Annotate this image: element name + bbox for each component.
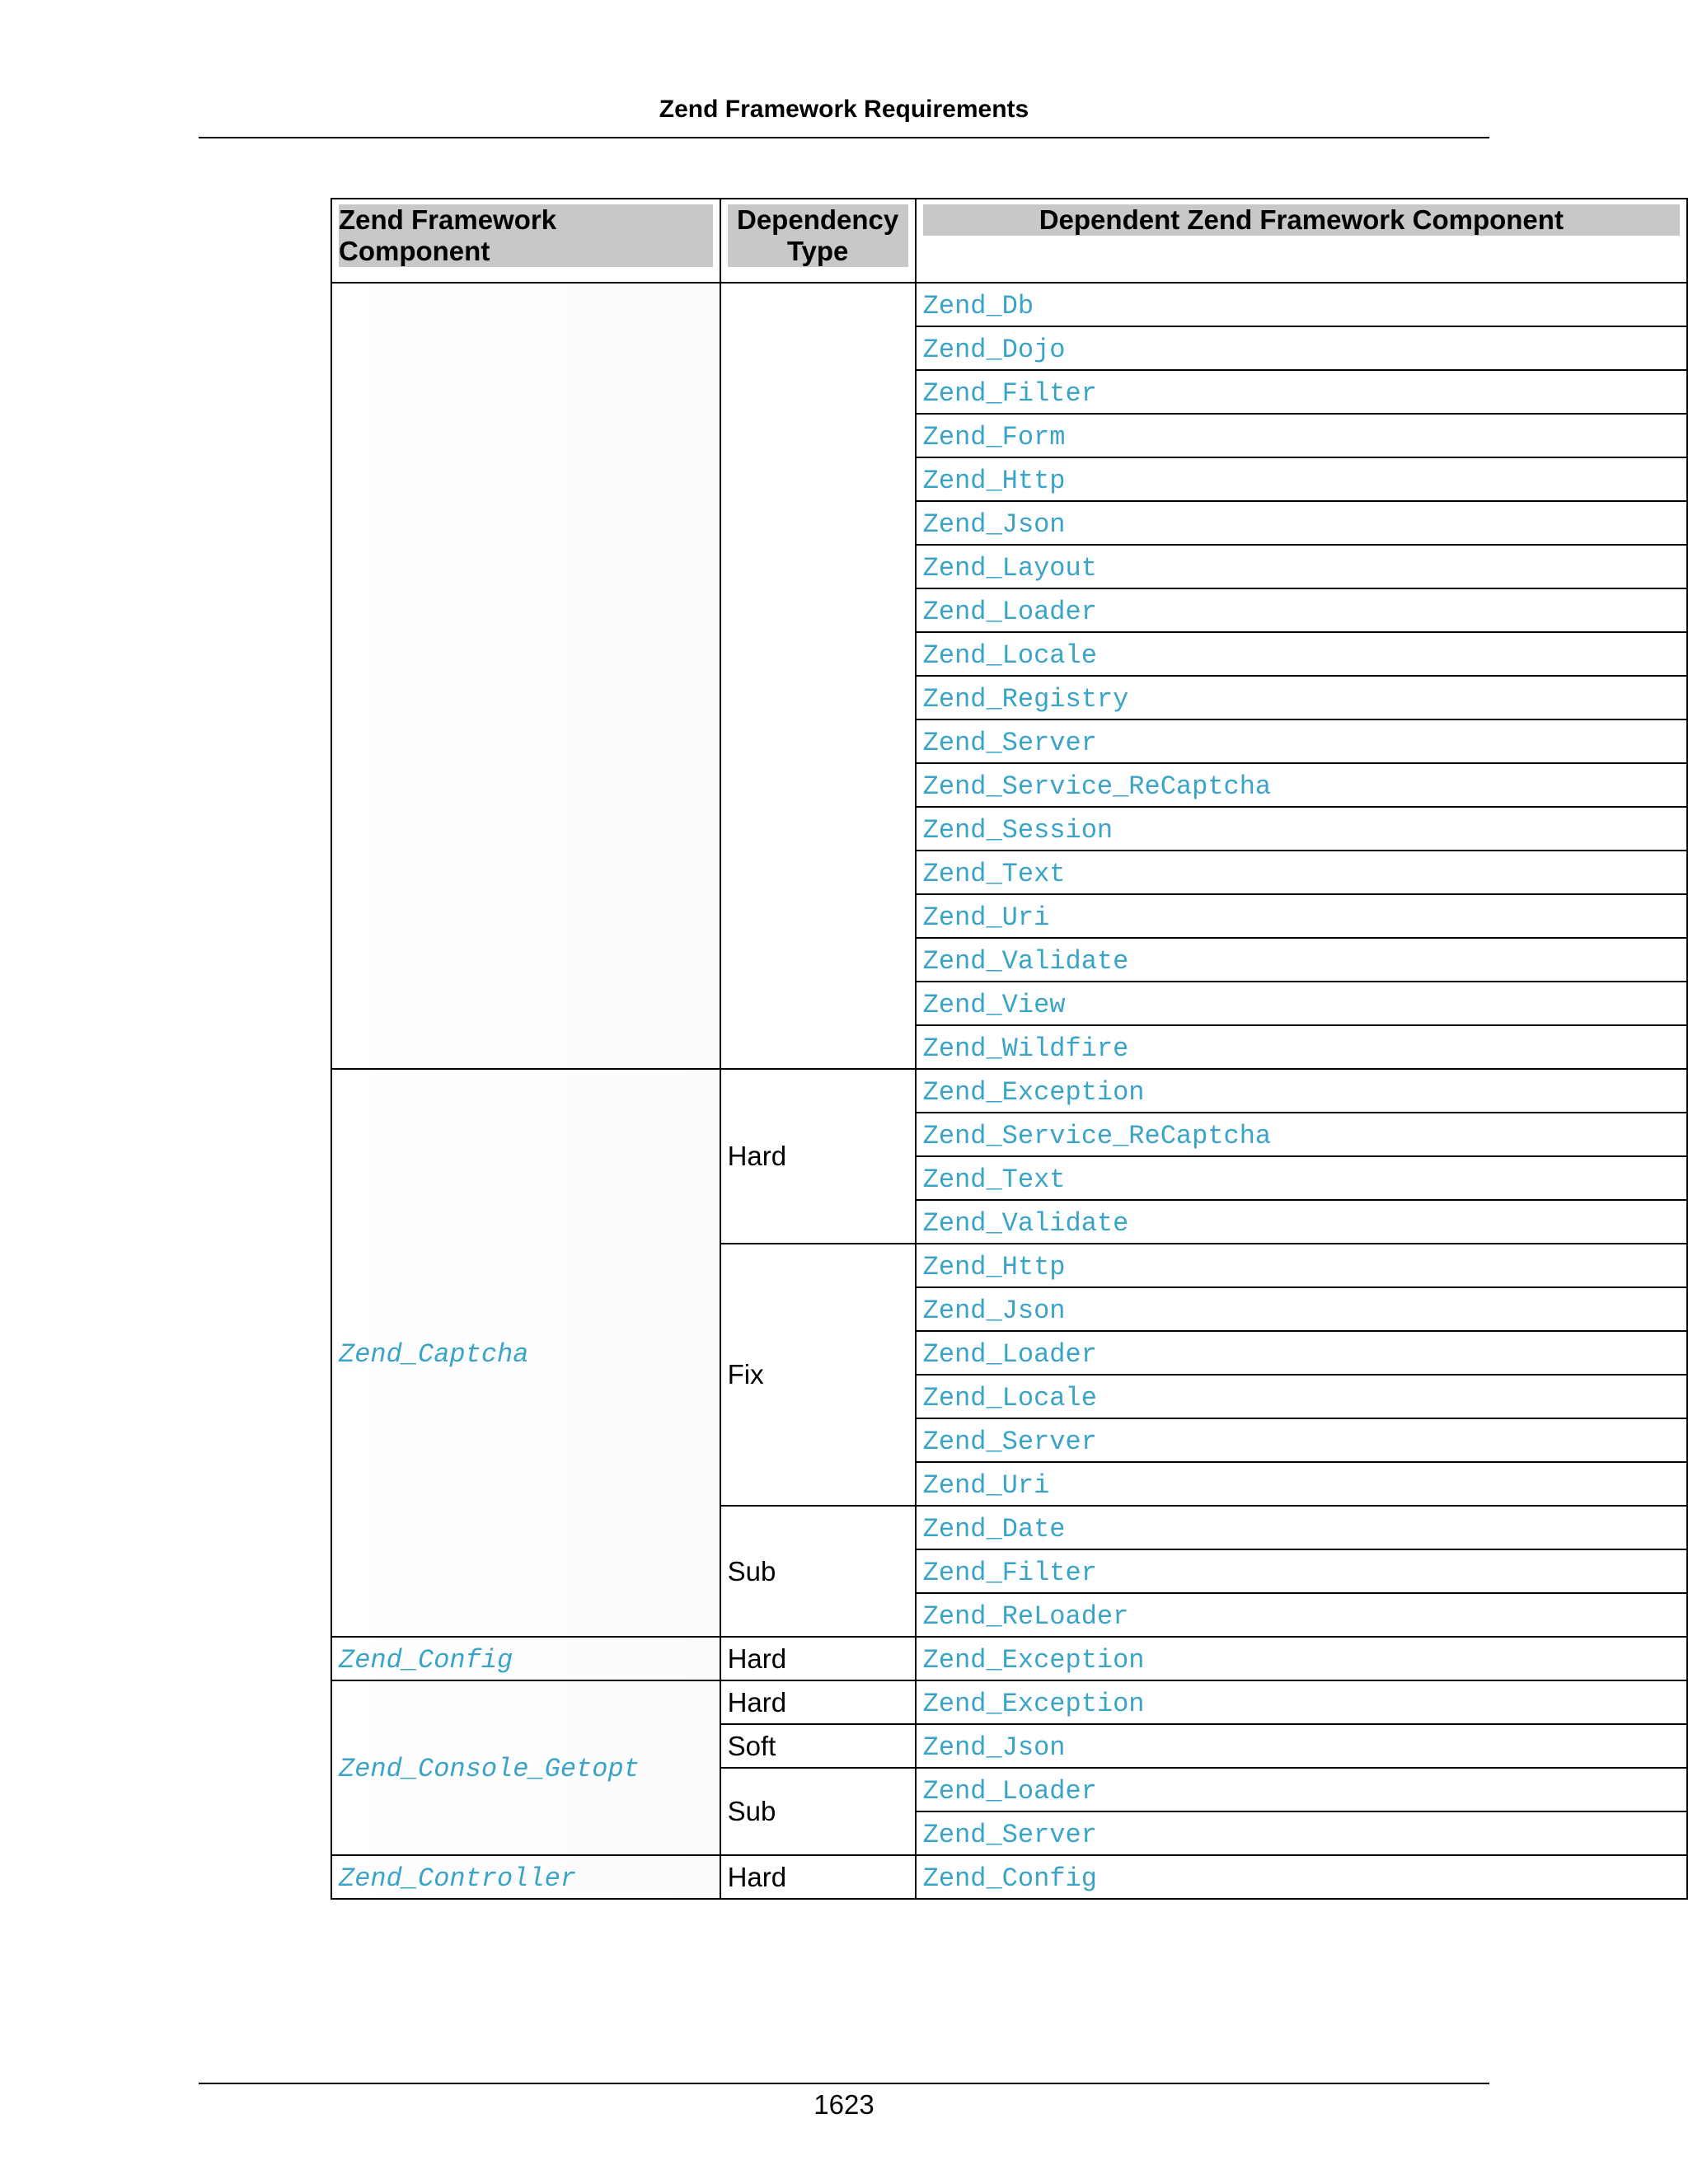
dependent-component-link[interactable]: Zend_Server [922, 1426, 1097, 1457]
dependent-component-cell [916, 807, 1687, 851]
column-header-dependency-type: Dependency Type [720, 199, 916, 283]
dependent-component-link[interactable]: Zend_Validate [922, 945, 1129, 977]
dependency-type-cell [720, 1506, 916, 1637]
table-header-row [331, 199, 1687, 283]
dependent-component-link[interactable]: Zend_ReLoader [922, 1601, 1129, 1632]
dependent-component-cell [916, 1593, 1687, 1637]
dependent-component-link[interactable]: Zend_Session [922, 814, 1114, 846]
dependent-component-cell [916, 1637, 1687, 1680]
dependency-type-label: Sub [727, 1796, 776, 1826]
table-body [331, 283, 1687, 1899]
dependency-type-label: Hard [727, 1643, 787, 1674]
component-link[interactable]: Zend_Console_Getopt [339, 1754, 640, 1784]
component-link[interactable]: Zend_Config [339, 1644, 513, 1675]
dependent-component-cell [916, 1287, 1687, 1331]
dependent-component-cell [916, 1375, 1687, 1418]
table-row [331, 1637, 1687, 1680]
dependent-component-link[interactable]: Zend_Server [922, 727, 1097, 758]
dependent-component-link[interactable]: Zend_Db [922, 290, 1034, 321]
dependent-component-link[interactable]: Zend_Config [922, 1863, 1097, 1894]
dependent-component-link[interactable]: Zend_View [922, 989, 1066, 1020]
dependent-component-link[interactable]: Zend_Loader [922, 596, 1097, 627]
dependent-component-cell [916, 414, 1687, 457]
dependent-component-link[interactable]: Zend_Wildfire [922, 1033, 1129, 1064]
dependency-type-cell [720, 283, 916, 1069]
dependent-component-link[interactable]: Zend_Dojo [922, 334, 1066, 365]
dependent-component-link[interactable]: Zend_Json [922, 1295, 1066, 1326]
dependent-component-cell [916, 719, 1687, 763]
table-row [331, 1855, 1687, 1899]
dependency-type-label: Hard [727, 1861, 787, 1892]
dependent-component-cell [916, 938, 1687, 982]
dependent-component-cell [916, 1768, 1687, 1811]
running-header: Zend Framework Requirements [659, 96, 1029, 123]
dependent-component-link[interactable]: Zend_Form [922, 421, 1066, 452]
component-link[interactable]: Zend_Controller [339, 1863, 577, 1894]
dependent-component-cell [916, 1025, 1687, 1069]
dependent-component-cell [916, 1724, 1687, 1768]
dependent-component-cell [916, 982, 1687, 1025]
dependent-component-cell [916, 1680, 1687, 1724]
dependency-type-cell [720, 1244, 916, 1506]
dependent-component-link[interactable]: Zend_Locale [922, 640, 1097, 671]
dependency-type-cell [720, 1069, 916, 1244]
dependent-component-link[interactable]: Zend_Filter [922, 1557, 1097, 1588]
dependency-type-label: Hard [727, 1141, 787, 1171]
dependency-type-cell [720, 1637, 916, 1680]
component-link[interactable]: Zend_Captcha [339, 1338, 529, 1370]
dependent-component-cell [916, 1069, 1687, 1113]
dependent-component-cell [916, 1506, 1687, 1549]
dependent-component-link[interactable]: Zend_Http [922, 1251, 1066, 1282]
dependent-component-cell [916, 763, 1687, 807]
dependent-component-cell [916, 676, 1687, 719]
dependency-type-cell [720, 1768, 916, 1855]
dependent-component-cell [916, 501, 1687, 545]
dependent-component-link[interactable]: Zend_Uri [922, 1469, 1050, 1501]
component-cell [331, 1637, 720, 1680]
dependency-type-label: Hard [727, 1686, 787, 1718]
dependent-component-link[interactable]: Zend_Text [922, 1164, 1066, 1195]
dependent-component-link[interactable]: Zend_Json [922, 509, 1066, 540]
dependent-component-link[interactable]: Zend_Service_ReCaptcha [922, 1120, 1272, 1151]
footer-rule [199, 2083, 1489, 2084]
dependent-component-link[interactable]: Zend_Exception [922, 1644, 1145, 1675]
dependent-component-link[interactable]: Zend_Json [922, 1732, 1066, 1763]
component-cell [331, 1855, 720, 1899]
dependent-component-cell [916, 1113, 1687, 1156]
dependent-component-cell [916, 283, 1687, 326]
dependent-component-cell [916, 326, 1687, 370]
dependency-type-cell [720, 1855, 916, 1899]
dependent-component-cell [916, 1549, 1687, 1593]
dependent-component-link[interactable]: Zend_Text [922, 858, 1066, 889]
dependency-type-cell [720, 1680, 916, 1724]
dependent-component-link[interactable]: Zend_Http [922, 465, 1066, 496]
dependent-component-link[interactable]: Zend_Exception [922, 1076, 1145, 1108]
dependent-component-cell [916, 370, 1687, 414]
table-row [331, 1680, 1687, 1724]
dependent-component-cell [916, 1462, 1687, 1506]
dependent-component-link[interactable]: Zend_Loader [922, 1338, 1097, 1370]
dependent-component-cell [916, 1200, 1687, 1244]
dependency-type-cell [720, 1724, 916, 1768]
dependent-component-link[interactable]: Zend_Layout [922, 552, 1097, 583]
dependent-component-cell [916, 1811, 1687, 1855]
column-header-component: Zend Framework Component [331, 199, 720, 283]
dependent-component-link[interactable]: Zend_Filter [922, 377, 1097, 409]
component-cell [331, 1069, 720, 1637]
dependent-component-link[interactable]: Zend_Service_ReCaptcha [922, 771, 1272, 802]
dependency-type-label: Fix [727, 1359, 764, 1390]
dependent-component-cell [916, 894, 1687, 938]
column-header-dependent-component: Dependent Zend Framework Component [916, 199, 1687, 283]
component-cell [331, 1680, 720, 1855]
table-row [331, 283, 1687, 326]
dependent-component-cell [916, 588, 1687, 632]
dependent-component-cell [916, 545, 1687, 588]
dependent-component-link[interactable]: Zend_Locale [922, 1382, 1097, 1413]
table-row [331, 1069, 1687, 1113]
dependent-component-link[interactable]: Zend_Loader [922, 1775, 1097, 1807]
dependent-component-cell [916, 1418, 1687, 1462]
dependent-component-link[interactable]: Zend_Uri [922, 902, 1050, 933]
dependent-component-link[interactable]: Zend_Registry [922, 683, 1129, 715]
dependent-component-cell [916, 1331, 1687, 1375]
page-number: 1623 [814, 2089, 874, 2120]
dependent-component-cell [916, 457, 1687, 501]
dependent-component-link[interactable]: Zend_Validate [922, 1207, 1129, 1239]
dependent-component-cell [916, 851, 1687, 894]
requirements-table [331, 198, 1688, 1900]
dependent-component-link[interactable]: Zend_Date [922, 1513, 1066, 1544]
dependent-component-cell [916, 1244, 1687, 1287]
dependency-type-label: Sub [727, 1555, 776, 1586]
dependency-type-label: Soft [727, 1730, 776, 1761]
dependent-component-cell [916, 1855, 1687, 1899]
dependent-component-link[interactable]: Zend_Exception [922, 1688, 1145, 1719]
dependent-component-link[interactable]: Zend_Server [922, 1819, 1097, 1850]
component-cell [331, 283, 720, 1069]
dependent-component-cell [916, 632, 1687, 676]
dependent-component-cell [916, 1156, 1687, 1200]
